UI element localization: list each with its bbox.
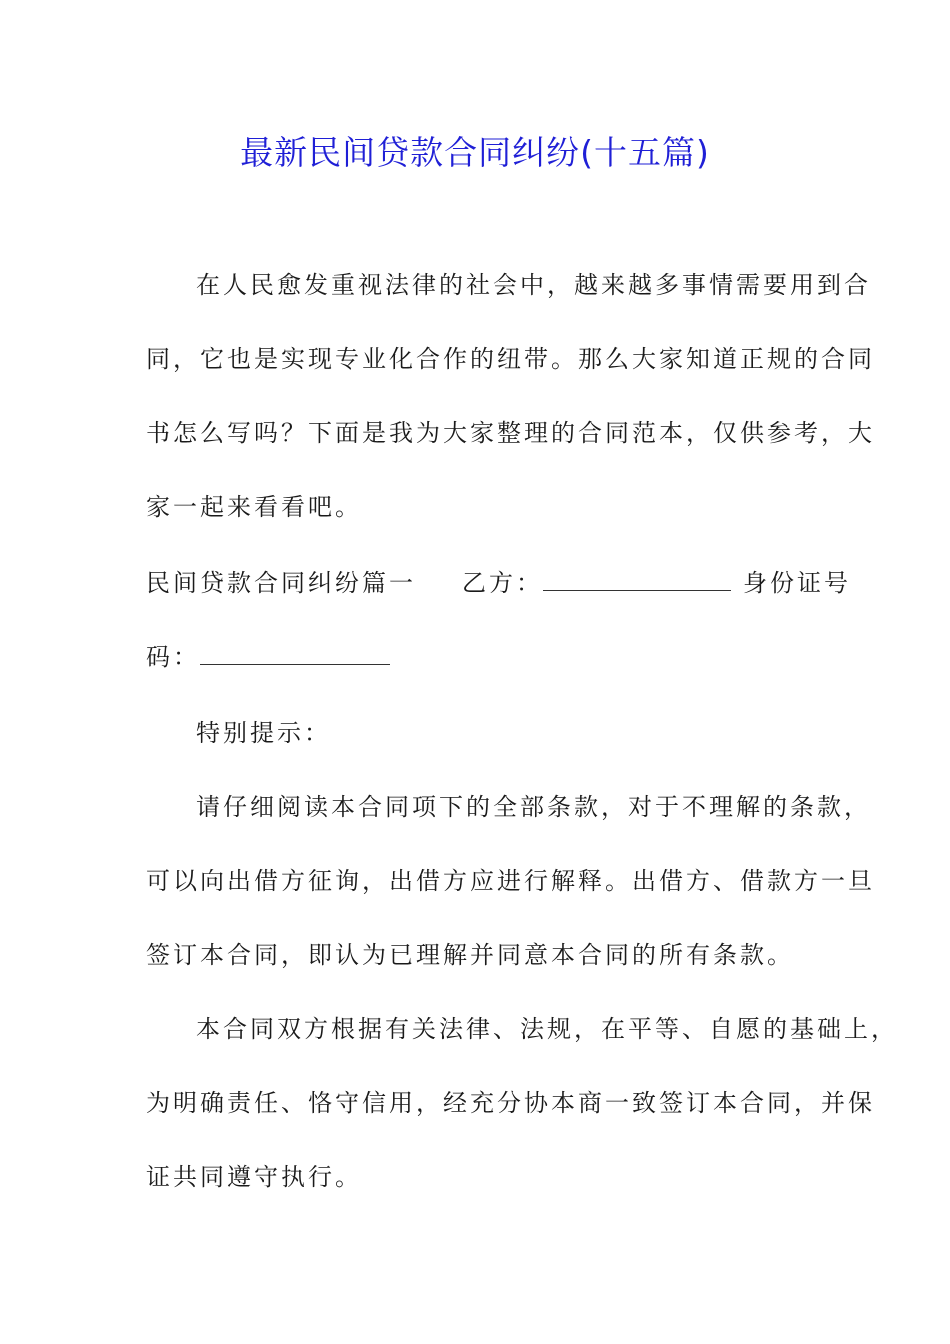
party-line <box>146 546 851 620</box>
id-number-label: 身份证号 <box>743 569 851 597</box>
intro-line: 家一起来看看吧。 <box>146 493 362 521</box>
id-number-blank <box>200 644 390 665</box>
section-heading: 民间贷款合同纠纷篇一 <box>146 569 416 597</box>
principle-line: 本合同双方根据有关法律、法规，在平等、自愿的基础上， <box>196 1015 898 1043</box>
party-info <box>146 546 851 694</box>
intro-line: 同，它也是实现专业化合作的纽带。那么大家知道正规的合同 <box>146 345 875 373</box>
notice-line: 签订本合同，即认为已理解并同意本合同的所有条款。 <box>146 941 794 969</box>
principle-paragraph <box>146 992 898 1214</box>
special-notice-heading-block <box>146 696 812 770</box>
document-title: 最新民间贷款合同纠纷(十五篇) <box>240 133 710 172</box>
party-b-label: 乙方： <box>462 569 543 597</box>
principle-line: 证共同遵守执行。 <box>146 1163 362 1191</box>
notice-line: 请仔细阅读本合同项下的全部条款，对于不理解的条款， <box>196 793 871 821</box>
party-b-blank <box>543 570 731 591</box>
notice-line: 可以向出借方征询，出借方应进行解释。出借方、借款方一旦 <box>146 867 875 895</box>
notice-paragraph <box>146 770 875 992</box>
intro-line: 在人民愈发重视法律的社会中，越来越多事情需要用到合 <box>196 271 871 299</box>
id-line <box>146 620 812 694</box>
special-notice-heading: 特别提示： <box>196 719 331 747</box>
principle-line: 为明确责任、恪守信用，经充分协本商一致签订本合同，并保 <box>146 1089 875 1117</box>
intro-paragraph <box>146 248 875 544</box>
intro-line: 书怎么写吗？下面是我为大家整理的合同范本，仅供参考，大 <box>146 419 875 447</box>
id-number-label-cont: 码： <box>146 643 200 671</box>
